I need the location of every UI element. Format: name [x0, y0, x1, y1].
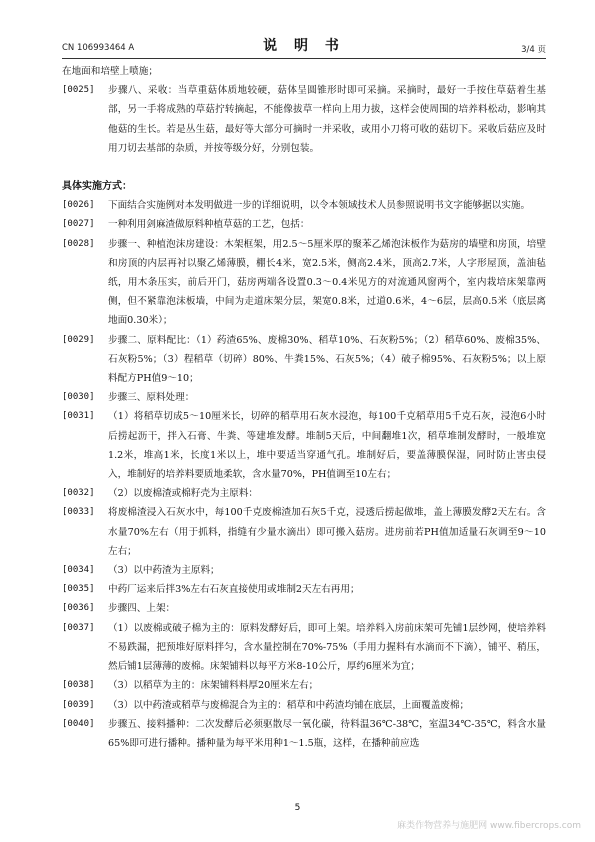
paragraph — [62, 676, 546, 695]
paragraph-number: [0037] — [62, 622, 95, 633]
paragraph-number: [0036] — [62, 603, 95, 614]
paragraph — [62, 696, 546, 715]
paragraph-text: 步骤二、原料配比：（1）药渣65%、废棉30%、稻草10%、石灰粉5%；（2）稻草60%、废棉35%、石灰粉5%；（3）程稻草（切碎）80%、牛粪15%、石灰5%；（4）破子棉95%、石灰粉5%；以上原料配方PH值9～10； — [108, 334, 546, 385]
paragraph-text: （3）以中药渣或稻草与废棉混合为主的：稻草和中药渣均铺在底层，上面覆盖废棉； — [108, 699, 470, 711]
paragraph — [62, 619, 546, 677]
paragraph-number: [0034] — [62, 565, 95, 576]
paragraph — [62, 715, 546, 753]
paragraph — [62, 484, 546, 503]
paragraph-number: [0028] — [62, 238, 95, 249]
paragraph-number: [0026] — [62, 200, 95, 211]
paragraph — [62, 561, 546, 580]
paragraph-number: [0031] — [62, 411, 95, 422]
continuation-line: 在地面和培壁上喷施； — [62, 66, 158, 77]
paragraph — [62, 503, 546, 561]
paragraph-text: 步骤四、上架： — [108, 603, 176, 615]
paragraph-text: 将废棉渣浸入石灰水中，每100千克废棉渣加石灰5千克，浸透后捞起做堆，盖上薄膜发酵2天左右。含水量70%左右（用于抓料，指缝有少量水滴出）即可搬入菇房。进房前若PH值加适量石灰调至9～10左右； — [108, 507, 546, 557]
paragraph — [62, 235, 546, 331]
paragraph-number: [0035] — [62, 584, 95, 595]
paragraph-text: 一种利用剑麻渣做原料种植草菇的工艺，包括： — [108, 219, 310, 231]
paragraph-text: （3）以中药渣为主原料； — [108, 565, 220, 577]
header-divider — [62, 58, 546, 59]
paragraph — [62, 215, 546, 234]
paragraph-text: （3）以稻草为主的：床架铺料料厚20厘米左右； — [108, 680, 319, 692]
section-heading: 具体实施方式： — [62, 181, 132, 193]
publication-number: CN 106993464 A — [62, 43, 135, 53]
paragraph-number: [0030] — [62, 392, 95, 403]
paragraph — [62, 580, 546, 599]
paragraph — [62, 407, 546, 484]
paragraph-text: 下面结合实施例对本发明做进一步的详细说明，以令本领域技术人员参照说明书文字能够据以实施。 — [108, 200, 531, 212]
paragraph-text: 中药厂运来后拌3%左右石灰直接使用或堆制2天左右再用； — [108, 584, 360, 596]
paragraph-text: 步骤五、接料播种：二次发酵后必须驱散尽一氧化碳，待料温36℃-38℃，室温34℃-35℃，料含水量65%即可进行播种。播种量为每平米用种1～1.5瓶，这样，在播种前应选 — [108, 718, 546, 749]
watermark: 麻类作物营养与施肥网 www.fibercrops.com — [397, 821, 581, 831]
paragraph-number: [0039] — [62, 699, 95, 710]
document-body — [62, 62, 546, 753]
paragraph — [62, 196, 546, 215]
paragraph-number: [0038] — [62, 680, 95, 691]
paragraph-text: 步骤三、原料处理： — [108, 392, 195, 404]
document-title: 说 明 书 — [263, 38, 345, 54]
paragraph-0025 — [62, 81, 546, 158]
paragraph-text: （1）将稻草切成5～10厘米长，切碎的稻草用石灰水浸泡，每100千克稻草用5千克石灰，浸泡6小时后捞起沥干，拌入石膏、牛粪、等建堆发酵。堆制5天后，中间翻堆1次，稻草堆制发酵时，一般堆宽1.2米，堆高1米，长度1米以上，堆中要适当穿通气孔。堆制好后，要盖薄膜保湿，同时防止害虫侵入，堆制好的培养料要质地柔软，含水量70%，PH值调至10左右； — [108, 411, 546, 481]
paragraph-text: 步骤八、采收：当草重菇体质地较硬，菇体呈圆锥形时即可采摘。采摘时，最好一手按住草菇着生基部，另一手将成熟的草菇拧转摘起，不能像拔草一样向上用力拔，这样会使周围的培养料松动，影响其他菇的生长。若是丛生菇，最好等大部分可摘时一并采收，或用小刀将可收的菇切下。采收后菇应及时用刀切去基部的杂质，并按等级分好，分别包装。 — [108, 85, 546, 154]
page-number: 5 — [294, 803, 301, 813]
page-header — [62, 33, 546, 59]
paragraph — [62, 388, 546, 407]
paragraph-text: （2）以废棉渣或棉籽壳为主原料： — [108, 488, 259, 500]
paragraph — [62, 331, 546, 389]
paragraph-text: （1）以废棉或破子棉为主的：原料发酵好后，即可上架。培养料入房前床架可先铺1层纱网，使培养料不易跌漏，把预堆好原料拌匀，含水量控制在70%-75%（手用力握料有水滴而不下滴），铺平、稍压，然后铺1层薄薄的废棉。床架铺料以每平方米8-10公斤，厚约6厘米为宜； — [108, 622, 546, 673]
paragraph-text: 步骤一、种植泡沫房建设：木架框架，用2.5～5厘米厚的聚苯乙烯泡沫板作为菇房的墙壁和房顶，培壁和房顶的内层再衬以聚乙烯薄膜，棚长4米，宽2.5米，侧高2.4米，顶高2.7米，人字形屋顶，盖油毡纸，用木条压实，前后开门，菇房两端各设置0.3～0.4米见方的对流通风窗两个，室内栽培床架靠两侧，但不紧靠泡沫板墙，中间为走道床架分层，架宽0.8米，过道0.6米，4～6层，层高0.5米（底层离地面0.30米）； — [108, 238, 546, 327]
paragraph-number: [0029] — [62, 334, 95, 345]
spacer — [62, 158, 546, 177]
paragraph — [62, 599, 546, 618]
paragraph-number: [0033] — [62, 507, 95, 518]
paragraph-number: [0025] — [62, 85, 95, 96]
page-indicator: 3/4 页 — [521, 45, 546, 55]
paragraph-number: [0032] — [62, 488, 95, 499]
paragraph-number: [0027] — [62, 219, 95, 230]
paragraph-number: [0040] — [62, 718, 95, 729]
